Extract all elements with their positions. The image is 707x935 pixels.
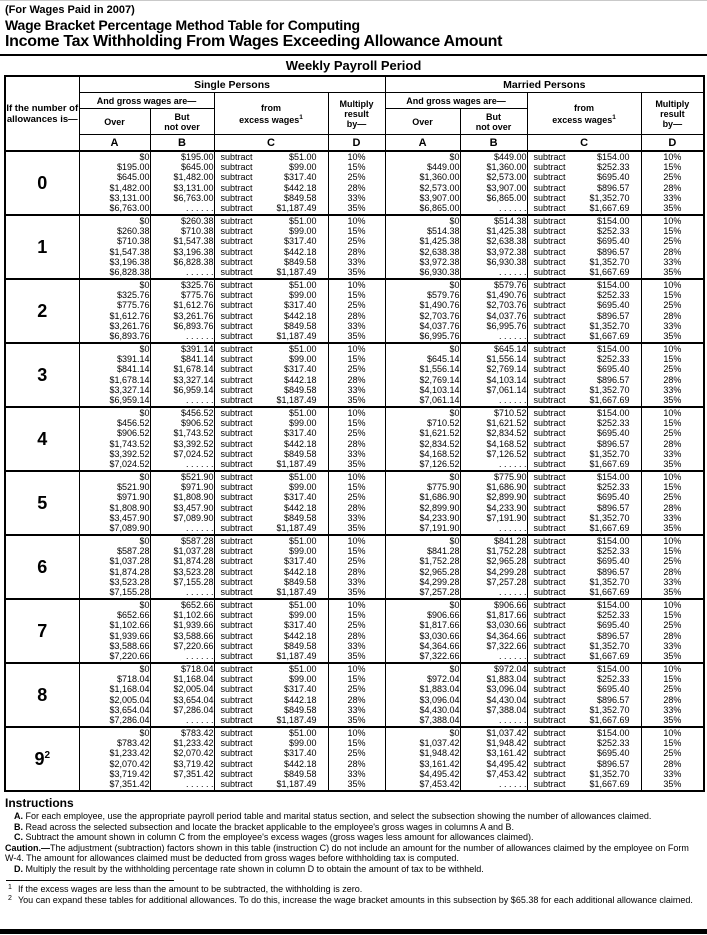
single-gross-wages-header: And gross wages are—	[79, 93, 214, 109]
single-over-col: $0 $325.76 $775.76 $1,612.76 $3,261.76 $6,893.76	[79, 279, 150, 343]
single-but-not-over-col: $195.00 $645.00 $1,482.00 $3,131.00 $6,763.00 . . . . . .	[150, 151, 214, 215]
allowance-number: 6	[5, 535, 79, 599]
allowance-block-6	[5, 535, 704, 599]
married-subtract-col: subtract $154.00 subtract $252.33 subtract $695.40 subtract $896.57 subtract $1,352.70 subtract $1,667.69	[527, 471, 641, 535]
single-rate-col: 10% 15% 25% 28% 33% 35%	[328, 151, 385, 215]
allowance-block-9	[5, 727, 704, 791]
column-letter-a-single: A	[79, 135, 150, 152]
married-but-not-over-col: $1,037.42 $1,948.42 $3,161.42 $4,495.42 $7,453.42 . . . . . .	[460, 727, 527, 791]
married-but-not-over-col: $449.00 $1,360.00 $2,573.00 $3,907.00 $6,865.00 . . . . . .	[460, 151, 527, 215]
footnote1-marker: 1	[299, 113, 303, 121]
wage-bracket-table	[4, 75, 705, 792]
single-but-not-over-header: But not over	[150, 109, 214, 135]
column-letter-c-married: C	[527, 135, 641, 152]
column-letter-c-single: C	[214, 135, 328, 152]
single-but-not-over-col: $587.28 $1,037.28 $1,874.28 $3,523.28 $7,155.28 . . . . . .	[150, 535, 214, 599]
married-rate-col: 10% 15% 25% 28% 33% 35%	[641, 407, 704, 471]
single-multiply-header: Multiply result by—	[328, 93, 385, 135]
married-but-not-over-col: $710.52 $1,621.52 $2,834.52 $4,168.52 $7,126.52 . . . . . .	[460, 407, 527, 471]
single-rate-col: 10% 15% 25% 28% 33% 35%	[328, 599, 385, 663]
allowance-number: 5	[5, 471, 79, 535]
column-letter-d-married: D	[641, 135, 704, 152]
married-rate-col: 10% 15% 25% 28% 33% 35%	[641, 599, 704, 663]
married-but-not-over-col: $841.28 $1,752.28 $2,965.28 $4,299.28 $7,257.28 . . . . . .	[460, 535, 527, 599]
single-but-not-over-col: $521.90 $971.90 $1,808.90 $3,457.90 $7,089.90 . . . . . .	[150, 471, 214, 535]
allowance-block-0	[5, 151, 704, 215]
single-but-not-over-col: $783.42 $1,233.42 $2,070.42 $3,719.42 $7,351.42 . . . . . .	[150, 727, 214, 791]
married-subtract-col: subtract $154.00 subtract $252.33 subtract $695.40 subtract $896.57 subtract $1,352.70 subtract $1,667.69	[527, 151, 641, 215]
instruction-d: D. Multiply the result by the withholding percentage rate shown in column D to obtain the amount of tax to be withheld.	[14, 863, 484, 874]
married-rate-col: 10% 15% 25% 28% 33% 35%	[641, 727, 704, 791]
single-subtract-col: subtract $51.00 subtract $99.00 subtract $317.40 subtract $442.18 subtract $849.58 subtract $1,187.49	[214, 407, 328, 471]
payroll-period-title: Weekly Payroll Period	[285, 58, 422, 73]
footnote-divider	[6, 880, 174, 881]
married-rate-col: 10% 15% 25% 28% 33% 35%	[641, 535, 704, 599]
married-over-col: $0 $972.04 $1,883.04 $3,096.04 $4,430.04 $7,388.04	[385, 663, 460, 727]
single-but-not-over-col: $652.66 $1,102.66 $1,939.66 $3,588.66 $7,220.66 . . . . . .	[150, 599, 214, 663]
column-letter-b-married: B	[460, 135, 527, 152]
married-rate-col: 10% 15% 25% 28% 33% 35%	[641, 215, 704, 279]
allowance-block-5	[5, 471, 704, 535]
instruction-c: C. Subtract the amount shown in column C from the employee's excess wages (gross wages less amount for allowances claimed).	[14, 832, 534, 843]
single-but-not-over-col: $718.04 $1,168.04 $2,005.04 $3,654.04 $7,286.04 . . . . . .	[150, 663, 214, 727]
allowance-block-4	[5, 407, 704, 471]
married-but-not-over-header: But not over	[460, 109, 527, 135]
married-subtract-col: subtract $154.00 subtract $252.33 subtract $695.40 subtract $896.57 subtract $1,352.70 subtract $1,667.69	[527, 215, 641, 279]
single-but-not-over-col: $260.38 $710.38 $1,547.38 $3,196.38 $6,828.38 . . . . . .	[150, 215, 214, 279]
married-rate-col: 10% 15% 25% 28% 33% 35%	[641, 663, 704, 727]
footnote-1: 1 If the excess wages are less than the amount to be subtracted, the withholding is zero.	[8, 883, 363, 894]
single-rate-col: 10% 15% 25% 28% 33% 35%	[328, 727, 385, 791]
allowance-block-3	[5, 343, 704, 407]
allowance-block-7	[5, 599, 704, 663]
married-subtract-col: subtract $154.00 subtract $252.33 subtract $695.40 subtract $896.57 subtract $1,352.70 subtract $1,667.69	[527, 343, 641, 407]
married-rate-col: 10% 15% 25% 28% 33% 35%	[641, 279, 704, 343]
single-over-col: $0 $521.90 $971.90 $1,808.90 $3,457.90 $7,089.90	[79, 471, 150, 535]
single-persons-header: Single Persons	[79, 76, 385, 93]
single-rate-col: 10% 15% 25% 28% 33% 35%	[328, 215, 385, 279]
allowance-number: 8	[5, 663, 79, 727]
married-subtract-col: subtract $154.00 subtract $252.33 subtract $695.40 subtract $896.57 subtract $1,352.70 subtract $1,667.69	[527, 599, 641, 663]
married-over-col: $0 $514.38 $1,425.38 $2,638.38 $3,972.38 $6,930.38	[385, 215, 460, 279]
single-subtract-col: subtract $51.00 subtract $99.00 subtract $317.40 subtract $442.18 subtract $849.58 subtract $1,187.49	[214, 151, 328, 215]
instruction-a: A. For each employee, use the appropriate payroll period table and marital status section, and select the subsection showing the number of allowances claimed.	[14, 811, 652, 821]
single-but-not-over-col: $325.76 $775.76 $1,612.76 $3,261.76 $6,893.76 . . . . . .	[150, 279, 214, 343]
single-rate-col: 10% 15% 25% 28% 33% 35%	[328, 407, 385, 471]
single-over-col: $0 $456.52 $906.52 $1,743.52 $3,392.52 $7,024.52	[79, 407, 150, 471]
married-but-not-over-col: $972.04 $1,883.04 $3,096.04 $4,430.04 $7,388.04 . . . . . .	[460, 663, 527, 727]
allowance-number: $9^2$	[5, 727, 79, 791]
married-but-not-over-col: $645.14 $1,556.14 $2,769.14 $4,103.14 $7,061.14 . . . . . .	[460, 343, 527, 407]
single-over-col: $0 $391.14 $841.14 $1,678.14 $3,327.14 $6,959.14	[79, 343, 150, 407]
single-rate-col: 10% 15% 25% 28% 33% 35%	[328, 471, 385, 535]
married-but-not-over-col: $514.38 $1,425.38 $2,638.38 $3,972.38 $6,930.38 . . . . . .	[460, 215, 527, 279]
married-over-header: Over	[385, 109, 460, 135]
married-over-col: $0 $579.76 $1,490.76 $2,703.76 $4,037.76 $6,995.76	[385, 279, 460, 343]
married-gross-wages-header: And gross wages are—	[385, 93, 527, 109]
instructions-heading: Instructions	[5, 796, 74, 810]
married-over-col: $0 $1,037.42 $1,948.42 $3,161.42 $4,495.42 $7,453.42	[385, 727, 460, 791]
single-but-not-over-col: $391.14 $841.14 $1,678.14 $3,327.14 $6,959.14 . . . . . .	[150, 343, 214, 407]
allowance-number: 3	[5, 343, 79, 407]
married-subtract-col: subtract $154.00 subtract $252.33 subtract $695.40 subtract $896.57 subtract $1,352.70 subtract $1,667.69	[527, 407, 641, 471]
single-subtract-col: subtract $51.00 subtract $99.00 subtract $317.40 subtract $442.18 subtract $849.58 subtract $1,187.49	[214, 727, 328, 791]
married-rate-col: 10% 15% 25% 28% 33% 35%	[641, 343, 704, 407]
married-but-not-over-col: $775.90 $1,686.90 $2,899.90 $4,233.90 $7,191.90 . . . . . .	[460, 471, 527, 535]
single-rate-col: 10% 15% 25% 28% 33% 35%	[328, 279, 385, 343]
allowance-number: 4	[5, 407, 79, 471]
married-rate-col: 10% 15% 25% 28% 33% 35%	[641, 471, 704, 535]
allowance-number: 2	[5, 279, 79, 343]
married-over-col: $0 $645.14 $1,556.14 $2,769.14 $4,103.14 $7,061.14	[385, 343, 460, 407]
married-over-col: $0 $841.28 $1,752.28 $2,965.28 $4,299.28 $7,257.28	[385, 535, 460, 599]
married-rate-col: 10% 15% 25% 28% 33% 35%	[641, 151, 704, 215]
allowance-number: 0	[5, 151, 79, 215]
page-header	[0, 1, 707, 51]
married-over-col: $0 $775.90 $1,686.90 $2,899.90 $4,233.90 $7,191.90	[385, 471, 460, 535]
married-subtract-col: subtract $154.00 subtract $252.33 subtract $695.40 subtract $896.57 subtract $1,352.70 subtract $1,667.69	[527, 727, 641, 791]
single-over-col: $0 $652.66 $1,102.66 $1,939.66 $3,588.66 $7,220.66	[79, 599, 150, 663]
married-subtract-col: subtract $154.00 subtract $252.33 subtract $695.40 subtract $896.57 subtract $1,352.70 subtract $1,667.69	[527, 535, 641, 599]
column-letter-d-single: D	[328, 135, 385, 152]
single-subtract-col: subtract $51.00 subtract $99.00 subtract $317.40 subtract $442.18 subtract $849.58 subtract $1,187.49	[214, 663, 328, 727]
bracket-table-body	[5, 151, 704, 791]
married-multiply-header: Multiply result by—	[641, 93, 704, 135]
single-over-col: $0 $718.04 $1,168.04 $2,005.04 $3,654.04 $7,286.04	[79, 663, 150, 727]
allowance-number: 7	[5, 599, 79, 663]
allowance-block-8	[5, 663, 704, 727]
table-title-line2: Income Tax Withholding From Wages Exceeding Allowance Amount	[5, 33, 503, 50]
married-but-not-over-col: $906.66 $1,817.66 $3,030.66 $4,364.66 $7,322.66 . . . . . .	[460, 599, 527, 663]
married-over-col: $0 $710.52 $1,621.52 $2,834.52 $4,168.52 $7,126.52	[385, 407, 460, 471]
instruction-b: B. Read across the selected subsection and locate the bracket applicable to the employee's gross wages in columns A and B.	[14, 821, 515, 832]
allowance-block-2	[5, 279, 704, 343]
footnote1-marker: 1	[612, 113, 616, 121]
single-rate-col: 10% 15% 25% 28% 33% 35%	[328, 663, 385, 727]
allowances-header: If the number of allowances is—	[5, 76, 79, 151]
single-over-header: Over	[79, 109, 150, 135]
single-over-col: $0 $783.42 $1,233.42 $2,070.42 $3,719.42 $7,351.42	[79, 727, 150, 791]
married-persons-header: Married Persons	[385, 76, 704, 93]
single-subtract-col: subtract $51.00 subtract $99.00 subtract $317.40 subtract $442.18 subtract $849.58 subtract $1,187.49	[214, 471, 328, 535]
single-over-col: $0 $260.38 $710.38 $1,547.38 $3,196.38 $6,828.38	[79, 215, 150, 279]
allowance-block-1	[5, 215, 704, 279]
married-over-col: $0 $449.00 $1,360.00 $2,573.00 $3,907.00 $6,865.00	[385, 151, 460, 215]
married-over-col: $0 $906.66 $1,817.66 $3,030.66 $4,364.66 $7,322.66	[385, 599, 460, 663]
single-excess-wages-header: from excess wages$^1$	[214, 93, 328, 135]
page-bottom-rule	[0, 929, 707, 934]
married-but-not-over-col: $579.76 $1,490.76 $2,703.76 $4,037.76 $6,995.76 . . . . . .	[460, 279, 527, 343]
single-rate-col: 10% 15% 25% 28% 33% 35%	[328, 343, 385, 407]
wages-paid-year-line: (For Wages Paid in 2007)	[5, 4, 135, 16]
single-subtract-col: subtract $51.00 subtract $99.00 subtract $317.40 subtract $442.18 subtract $849.58 subtract $1,187.49	[214, 279, 328, 343]
single-subtract-col: subtract $51.00 subtract $99.00 subtract $317.40 subtract $442.18 subtract $849.58 subtract $1,187.49	[214, 343, 328, 407]
married-subtract-col: subtract $154.00 subtract $252.33 subtract $695.40 subtract $896.57 subtract $1,352.70 subtract $1,667.69	[527, 663, 641, 727]
table-header	[5, 76, 704, 151]
column-letter-b-single: B	[150, 135, 214, 152]
footnote-2: 2 You can expand these tables for additional allowances. To do this, increase the wage bracket amounts in this subsection by $65.38 for each additional allowance claimed.	[8, 895, 693, 906]
single-over-col: $0 $195.00 $645.00 $1,482.00 $3,131.00 $6,763.00	[79, 151, 150, 215]
instructions-section	[0, 792, 707, 906]
single-subtract-col: subtract $51.00 subtract $99.00 subtract $317.40 subtract $442.18 subtract $849.58 subtract $1,187.49	[214, 535, 328, 599]
married-subtract-col: subtract $154.00 subtract $252.33 subtract $695.40 subtract $896.57 subtract $1,352.70 subtract $1,667.69	[527, 279, 641, 343]
table-title-line1: Wage Bracket Percentage Method Table for Computing	[5, 17, 360, 33]
single-rate-col: 10% 15% 25% 28% 33% 35%	[328, 535, 385, 599]
married-excess-wages-header: from excess wages$^1$	[527, 93, 641, 135]
single-subtract-col: subtract $51.00 subtract $99.00 subtract $317.40 subtract $442.18 subtract $849.58 subtract $1,187.49	[214, 215, 328, 279]
single-over-col: $0 $587.28 $1,037.28 $1,874.28 $3,523.28 $7,155.28	[79, 535, 150, 599]
column-letter-a-married: A	[385, 135, 460, 152]
single-subtract-col: subtract $51.00 subtract $99.00 subtract $317.40 subtract $442.18 subtract $849.58 subtract $1,187.49	[214, 599, 328, 663]
allowance-number: 1	[5, 215, 79, 279]
single-but-not-over-col: $456.52 $906.52 $1,743.52 $3,392.52 $7,024.52 . . . . . .	[150, 407, 214, 471]
instruction-caution: Caution.—The adjustment (subtraction) factors shown in this table (instruction C) do not include an amount for the number of allowances claimed by the employee on Form W-4. The amount for allowances claimed must be deducted from gross wages before withholding tax is computed.	[5, 842, 689, 864]
